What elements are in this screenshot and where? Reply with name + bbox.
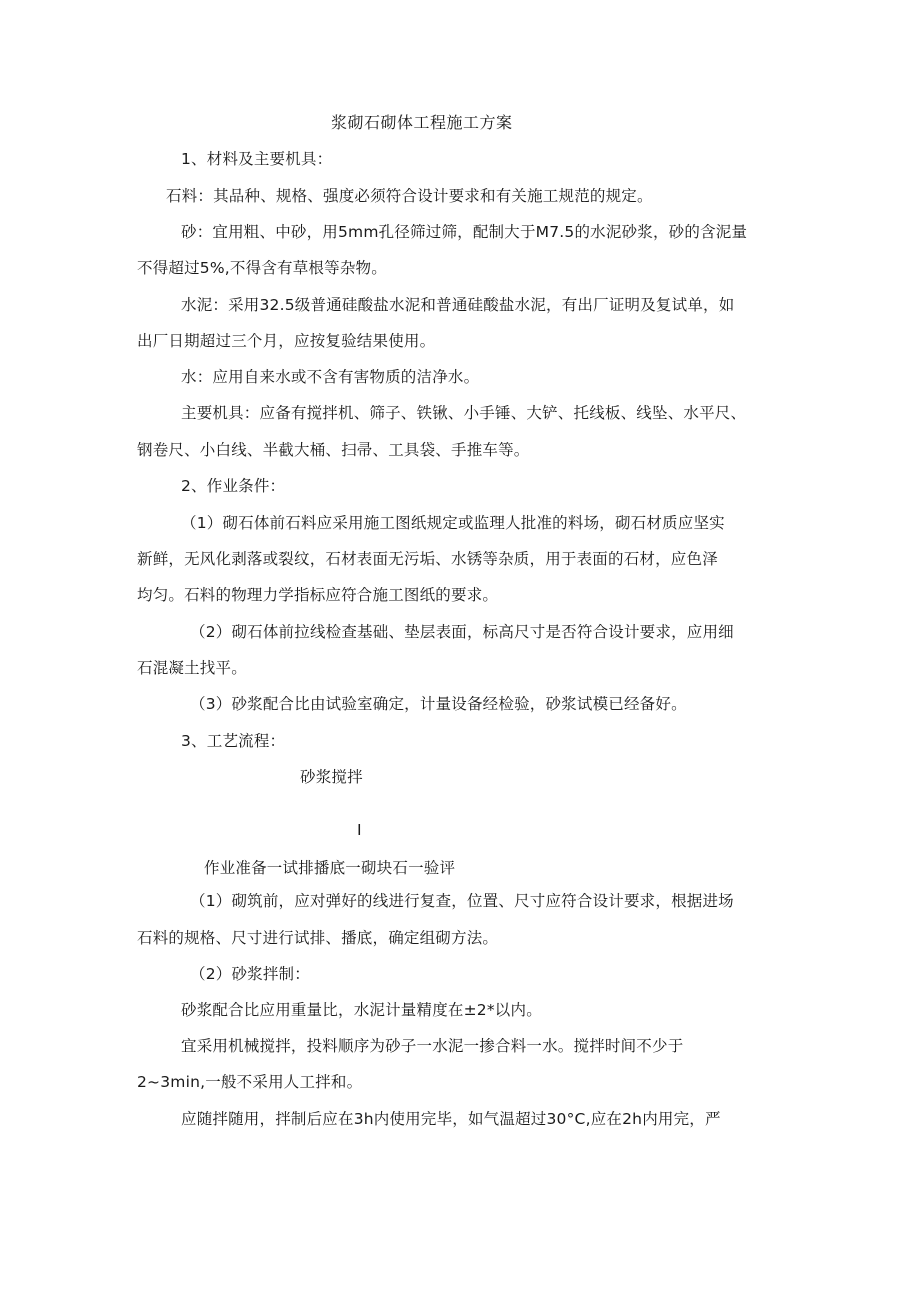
paragraph-line: 应随拌随用，拌制后应在3h内使用完毕，如气温超过30°C,应在2h内用完，严 — [181, 1110, 721, 1128]
flow-connector: I — [357, 821, 362, 839]
paragraph-line: 水泥：采用32.5级普通硅酸盐水泥和普通硅酸盐水泥，有出厂证明及复试单，如 — [181, 296, 735, 314]
paragraph-line: 石料：其品种、规格、强度必须符合设计要求和有关施工规范的规定。 — [166, 187, 653, 205]
flow-step-mixing: 砂浆搅拌 — [300, 768, 363, 786]
document-title: 浆砌石砌体工程施工方案 — [331, 113, 513, 132]
paragraph-line: 砂浆配合比应用重量比，水泥计量精度在±2*以内。 — [181, 1001, 542, 1019]
paragraph-line: 新鲜，无风化剥落或裂纹，石材表面无污垢、水锈等杂质，用于表面的石材，应色泽 — [137, 550, 718, 568]
section-heading-materials: 1、材料及主要机具： — [181, 150, 333, 168]
paragraph-line: 均匀。石料的物理力学指标应符合施工图纸的要求。 — [137, 586, 499, 604]
paragraph-line: 石料的规格、尺寸进行试排、播底，确定组砌方法。 — [137, 929, 499, 947]
paragraph-line: （2）砌石体前拉线检查基础、垫层表面，标高尺寸是否符合设计要求，应用细 — [190, 623, 734, 641]
paragraph-line: 宜采用机械搅拌，投料顺序为砂子一水泥一掺合料一水。搅拌时间不少于 — [181, 1037, 684, 1055]
flow-sequence: 作业准备一试排播底一砌块石一验评 — [204, 859, 456, 877]
paragraph-line: （1）砌筑前，应对弹好的线进行复查，位置、尺寸应符合设计要求，根据进场 — [190, 892, 734, 910]
paragraph-line: 2~3min,一般不采用人工拌和。 — [137, 1073, 363, 1091]
paragraph-line: 出厂日期超过三个月，应按复验结果使用。 — [137, 332, 436, 350]
paragraph-line: （3）砂浆配合比由试验室确定，计量设备经检验，砂浆试模已经备好。 — [190, 695, 687, 713]
section-heading-conditions: 2、作业条件： — [181, 477, 286, 495]
paragraph-line: 砂：宜用粗、中砂，用5mm孔径筛过筛，配制大于M7.5的水泥砂浆，砂的含泥量 — [181, 223, 748, 241]
paragraph-line: 水：应用自来水或不含有害物质的洁净水。 — [181, 368, 480, 386]
paragraph-line: 主要机具：应备有搅拌机、筛子、铁锹、小手锤、大铲、托线板、线坠、水平尺、 — [181, 404, 747, 422]
section-heading-process: 3、工艺流程： — [181, 732, 286, 750]
paragraph-line: 石混凝土找平。 — [137, 659, 247, 677]
paragraph-line: （2）砂浆拌制： — [190, 965, 310, 983]
paragraph-line: （1）砌石体前石料应采用施工图纸规定或监理人批准的料场，砌石材质应坚实 — [181, 514, 725, 532]
paragraph-line: 钢卷尺、小白线、半截大桶、扫帚、工具袋、手推车等。 — [137, 441, 530, 459]
paragraph-line: 不得超过5%,不得含有草根等杂物。 — [137, 259, 387, 277]
